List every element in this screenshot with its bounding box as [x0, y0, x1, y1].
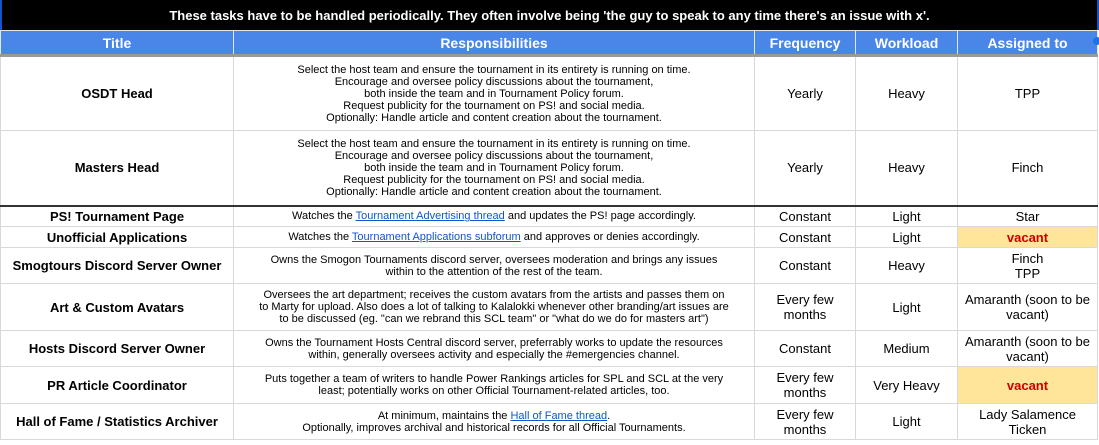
resp-line: both inside the team and in Tournament Policy forum.	[364, 87, 624, 100]
assignee: vacant)	[1006, 307, 1049, 322]
row-title[interactable]: Art & Custom Avatars	[1, 284, 234, 331]
row-workload[interactable]: Heavy	[856, 56, 958, 131]
row-title[interactable]: Masters Head	[1, 131, 234, 206]
resp-line: Request publicity for the tournament on PS! and social media.	[343, 173, 645, 186]
row-responsibilities[interactable]	[234, 248, 755, 284]
resp-line: to Marty for upload. Also does a lot of talking to Kalalokki whenever other branding/art issues are	[259, 301, 729, 313]
selection-handle-icon[interactable]	[1093, 37, 1099, 45]
row-frequency[interactable]: Constant	[755, 227, 856, 248]
header-row	[1, 31, 1098, 56]
table-row	[1, 248, 1098, 284]
resp-line: Owns the Smogon Tournaments discord server, oversees moderation and brings any issues	[270, 253, 718, 266]
table-row	[1, 331, 1098, 367]
banner-text: These tasks have to be handled periodically. They often involve being 'the guy to speak to any time there's an issue with x'.	[169, 7, 930, 23]
table-row	[1, 227, 1098, 248]
row-frequency[interactable]	[755, 284, 856, 331]
row-assigned[interactable]	[958, 404, 1098, 440]
assignee: Ticken	[1008, 421, 1047, 437]
resp-text: and approves or denies accordingly.	[520, 231, 700, 243]
row-frequency[interactable]: Constant	[755, 206, 856, 227]
resp-text: At minimum, maintains the	[377, 409, 511, 422]
row-title[interactable]: PS! Tournament Page	[1, 206, 234, 227]
frequency-line: Every few	[776, 370, 834, 385]
row-workload[interactable]: Light	[856, 206, 958, 227]
row-workload[interactable]: Medium	[856, 331, 958, 367]
frequency-line: Every few	[776, 406, 834, 422]
resp-line: Oversees the art department; receives the custom avatars from the artists and passes them on	[263, 289, 725, 301]
row-workload[interactable]: Light	[856, 227, 958, 248]
table-row	[1, 206, 1098, 227]
hall-of-fame-thread-link[interactable]: Hall of Fame thread	[510, 409, 608, 422]
row-frequency[interactable]: Constant	[755, 331, 856, 367]
row-assigned[interactable]: Finch	[958, 131, 1098, 206]
row-assigned[interactable]	[958, 284, 1098, 331]
assignee: Amaranth (soon to be	[964, 292, 1091, 307]
resp-text: and updates the PS! page accordingly.	[504, 210, 696, 223]
resp-line: both inside the team and in Tournament Policy forum.	[364, 161, 624, 174]
table-banner	[0, 0, 1099, 30]
resp-line: Encourage and oversee policy discussions about the tournament,	[334, 75, 654, 88]
table-row	[1, 131, 1098, 206]
header-title[interactable]: Title	[1, 31, 234, 56]
row-workload[interactable]: Light	[856, 404, 958, 440]
header-responsibilities[interactable]: Responsibilities	[234, 31, 755, 56]
row-title[interactable]: Smogtours Discord Server Owner	[1, 248, 234, 284]
resp-line: least; potentially works on other Official Tournament-related articles, too.	[318, 385, 670, 397]
tournament-advertising-thread-link[interactable]: Tournament Advertising thread	[355, 210, 505, 223]
resp-line	[237, 410, 751, 422]
row-frequency[interactable]	[755, 367, 856, 404]
assignee: Amaranth (soon to be	[964, 333, 1091, 349]
resp-line: within to the attention of the rest of the team.	[385, 265, 603, 278]
resp-text: Watches the	[288, 231, 352, 243]
row-title[interactable]: PR Article Coordinator	[1, 367, 234, 404]
row-responsibilities[interactable]	[234, 56, 755, 131]
row-assigned[interactable]: TPP	[958, 56, 1098, 131]
assignee: Finch	[1011, 250, 1044, 266]
row-workload[interactable]: Heavy	[856, 131, 958, 206]
resp-line: Request publicity for the tournament on PS! and social media.	[343, 99, 645, 112]
row-title[interactable]: OSDT Head	[1, 56, 234, 131]
table-row	[1, 367, 1098, 404]
resp-line: Encourage and oversee policy discussions about the tournament,	[334, 149, 654, 162]
frequency-line: months	[783, 307, 827, 322]
row-workload[interactable]: Heavy	[856, 248, 958, 284]
resp-line: Select the host team and ensure the tournament in its entirety is running on time.	[297, 63, 691, 76]
row-responsibilities[interactable]	[234, 206, 755, 227]
resp-line: to be discussed (eg. "can we rebrand this SCL team" or "what do we do for masters art")	[279, 313, 709, 325]
resp-line: Optionally: Handle article and content creation about the tournament.	[326, 111, 662, 124]
resp-line: Optionally: Handle article and content creation about the tournament.	[326, 185, 662, 198]
row-assigned[interactable]	[958, 248, 1098, 284]
frequency-line: Every few	[776, 292, 834, 307]
resp-text: Watches the	[291, 210, 356, 223]
frequency-line: months	[783, 421, 827, 437]
row-frequency[interactable]: Yearly	[755, 131, 856, 206]
row-title[interactable]: Hosts Discord Server Owner	[1, 331, 234, 367]
tournament-applications-subforum-link[interactable]: Tournament Applications subforum	[351, 231, 521, 243]
row-assigned[interactable]: Star	[958, 206, 1098, 227]
header-assigned-to[interactable]: Assigned to	[958, 31, 1098, 56]
row-assigned[interactable]	[958, 331, 1098, 367]
row-responsibilities[interactable]	[234, 331, 755, 367]
row-frequency[interactable]: Yearly	[755, 56, 856, 131]
table-row	[1, 284, 1098, 331]
table-row	[1, 56, 1098, 131]
assignee: vacant)	[1006, 348, 1049, 364]
header-workload[interactable]: Workload	[856, 31, 958, 56]
row-title[interactable]: Unofficial Applications	[1, 227, 234, 248]
resp-line: within, generally oversees activity and especially the #emergencies channel.	[308, 348, 680, 361]
assignee: Lady Salamence	[979, 406, 1076, 422]
row-responsibilities[interactable]	[234, 284, 755, 331]
header-frequency[interactable]: Frequency	[755, 31, 856, 56]
resp-line: Optionally, improves archival and historical records for all Official Tournaments.	[302, 421, 686, 434]
row-responsibilities[interactable]	[234, 404, 755, 440]
resp-line: Puts together a team of writers to handle Power Rankings articles for SPL and SCL at the very	[264, 373, 724, 385]
row-assigned-vacant[interactable]: vacant	[958, 227, 1098, 248]
resp-line: Select the host team and ensure the tournament in its entirety is running on time.	[297, 137, 691, 150]
resp-text: .	[607, 409, 611, 422]
row-workload[interactable]: Light	[856, 284, 958, 331]
tasks-table	[0, 30, 1098, 440]
row-responsibilities[interactable]	[234, 367, 755, 404]
resp-line: Owns the Tournament Hosts Central discord server, preferrably works to update the resources	[265, 336, 723, 349]
table-row	[1, 404, 1098, 440]
row-title[interactable]: Hall of Fame / Statistics Archiver	[1, 404, 234, 440]
row-workload[interactable]: Very Heavy	[856, 367, 958, 404]
frequency-line: months	[783, 385, 827, 400]
row-responsibilities[interactable]	[234, 227, 755, 248]
row-frequency[interactable]	[755, 404, 856, 440]
assignee: TPP	[1014, 265, 1041, 281]
row-frequency[interactable]: Constant	[755, 248, 856, 284]
row-responsibilities[interactable]	[234, 131, 755, 206]
row-assigned-vacant[interactable]: vacant	[958, 367, 1098, 404]
